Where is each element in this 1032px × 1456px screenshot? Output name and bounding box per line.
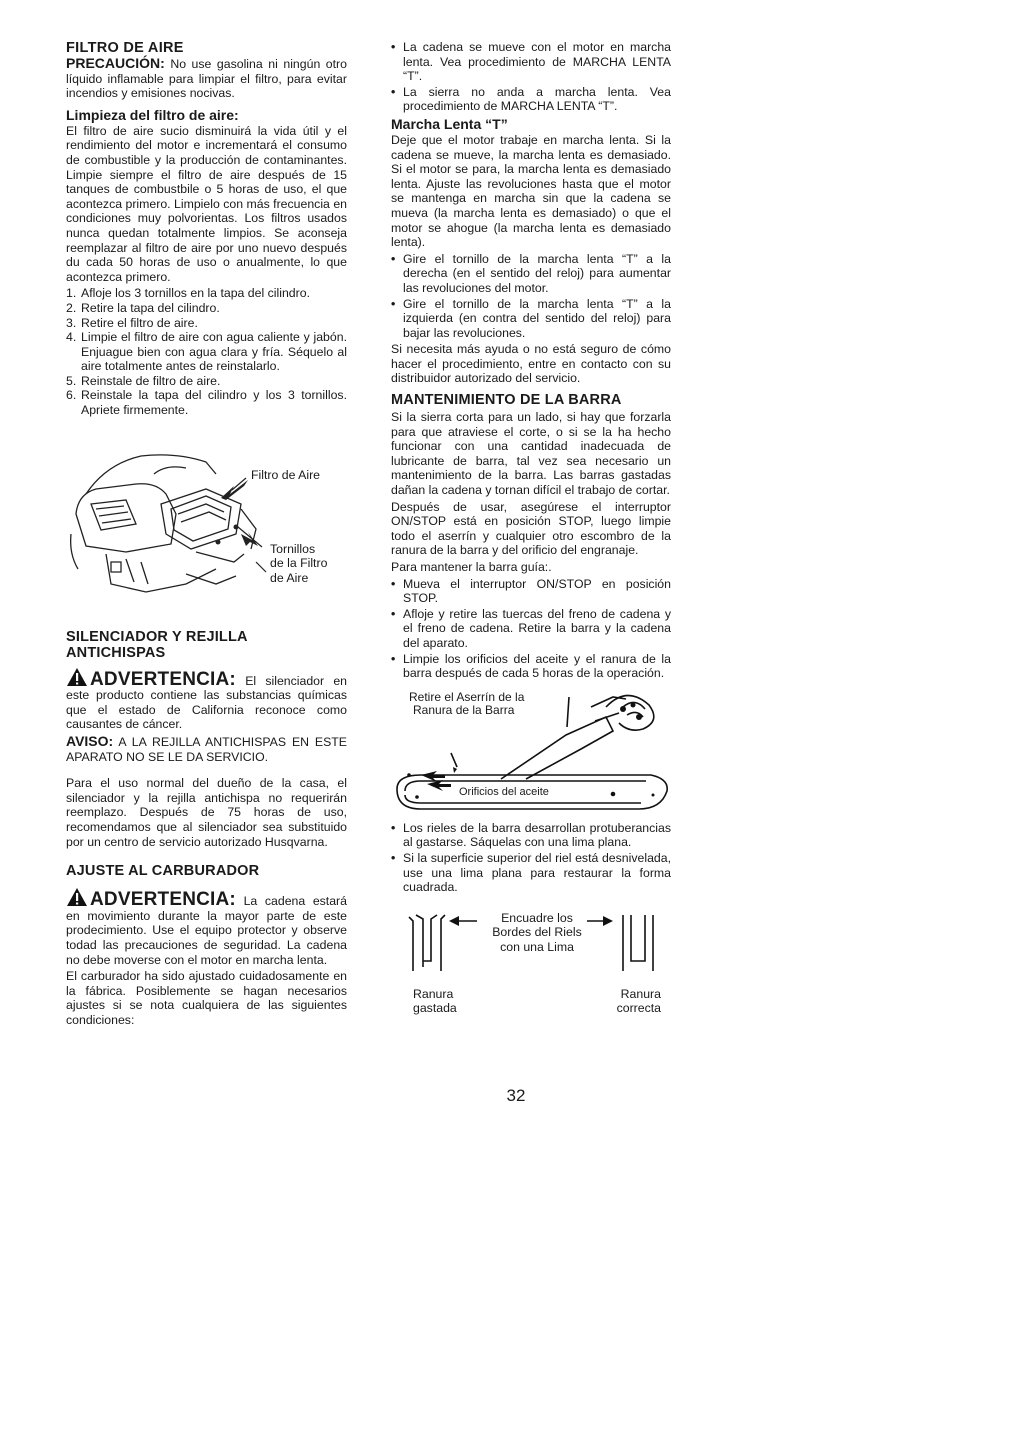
advertencia-1: ADVERTENCIA: El silenciador en este producto contiene las substancias químicas que el estado de California reconoce como causantes de cáncer. (66, 668, 347, 732)
barra-text-2: Después de usar, asegúrese el interruptor ON/STOP está en posición STOP, luego limpie todo el aserrín y cualquier otro escombro de la ranura de la barra y del orificio del engranaje. (391, 499, 671, 558)
barra-title: MANTENIMIENTO DE LA BARRA (391, 392, 622, 409)
marcha-text: Deje que el motor trabaje en marcha lenta. Si la cadena se mueve, la marcha lenta es demasiado. Si el motor se para, la marcha lenta es demasiado lenta. Ajuste las revoluciones hasta que el motor se mantenga en marcha sin que la cadena se mueva (la marcha lenta es demasiado) o que el motor se ahogue (la marcha lenta es demasiado lenta). (391, 132, 671, 250)
list-item: • Si la superficie superior del riel está desnivelada, use una lima plana para restaurar la forma cuadrada. (391, 850, 671, 895)
page-number: 32 (506, 1086, 526, 1105)
marcha-bullets (391, 252, 671, 341)
carburador-text: El carburador ha sido ajustado cuidadosamente en la fábrica. Posiblemente se hagan necesarios ajustes si se nota cualquiera de las siguientes condiciones: (66, 969, 347, 1027)
rail-bullets (391, 821, 671, 895)
oil-holes-label: Orificios del aceite (459, 785, 549, 798)
list-item: 5. Reinstale de filtro de aire. (66, 373, 221, 388)
filtro-title: FILTRO DE AIRE (66, 40, 184, 56)
rail-center-label: Encuadre los Bordes del Riels con una Lima (492, 910, 582, 954)
list-item: 6. Reinstale la tapa del cilindro y los 3 tornillos. Apriete firmemente. (66, 388, 347, 418)
barra-bullets (391, 577, 671, 681)
list-item: • Mueva el interruptor ON/STOP en posición STOP. (391, 576, 671, 606)
marcha-help: Si necesita más ayuda o no está seguro de cómo hacer el procedimiento, entre en contacto con su distribuidor autorizado del servicio. (391, 342, 671, 386)
carburador-title: AJUSTE AL CARBURADOR (66, 863, 260, 880)
precaucion-paragraph (66, 56, 347, 101)
list-item: • Los rieles de la barra desarrollan protuberancias al gastarse. Sáquelas con una lima plana. (391, 820, 671, 850)
list-item: 1. Afloje los 3 tornillos en la tapa del cilindro. (66, 286, 310, 301)
list-item: 3. Retire el filtro de aire. (66, 315, 198, 330)
barra-text-1: Si la sierra corta para un lado, si hay que forzarla para que atraviese el corte, o si se la ha hecho funcionar con una cantidad inadecuada de lubricante de barra, tal vez sea necesario un mantenimiento de la barra. Las barras gastadas dañan la cadena y tornan difícil el trabajo de cortar. (391, 410, 671, 498)
correct-groove-label: Ranura correcta (616, 986, 661, 1016)
list-item: • Afloje y retire las tuercas del freno de cadena y el freno de cadena. Retire la barra y la cadena del aparato. (391, 606, 671, 650)
cleaning-steps (66, 286, 347, 417)
advertencia-2: ADVERTENCIA: La cadena estará en movimiento durante la mayor parte de este prodecimiento. Use el equipo protector y observe todad las precauciones de seguridad. La cadena no debe moverse con el motor en marcha lenta. (66, 889, 347, 967)
filter-label: Filtro de Aire (251, 467, 321, 482)
bar-cleaning-label: Retire el Aserrín de la Ranura de la Barra (409, 689, 525, 718)
list-item: • La sierra no anda a marcha lenta. Vea procedimiento de MARCHA LENTA “T”. (391, 84, 671, 114)
silenciador-text: Para el uso normal del dueño de la casa, el silenciador y la rejilla antichispa no requerirán reemplazo. Después de 75 horas de uso, recomendamos que al silenciador sea substituido por un centro de servicio autorizado Husqvarna. (66, 776, 347, 849)
worn-groove-label: Ranura gastada (413, 986, 457, 1016)
rail-groove-figure (391, 909, 671, 1019)
list-item: 4. Limpie el filtro de aire con agua caliente y jabón. Enjuague bien con agua clara y fría. Séquelo al aire totalmente antes de reinstalarlo. (66, 330, 347, 374)
air-filter-figure (66, 434, 347, 609)
marcha-title: Marcha Lenta “T” (391, 115, 508, 132)
limpieza-text: El filtro de aire sucio disminuirá la vida útil y el rendimiento del motor e incrementará el consumo de combustible y la producción de contaminantes. Limpie siempre el filtro de aire después de 15 tanques de combustbile o 5 horas de uso, el que acontezca primero. Limpielo con más frecuencia en condiciones muy polvorientas. Los filtros usados nunca quedan totalmente limpios. Se aconseja reemplazar al filtro de aire por uno nuevo después du cada 50 horas de uso o anualmente, lo que acontezca primero. (66, 123, 347, 284)
screws-label: Tornillos de la Filtro de Aire (270, 541, 328, 585)
precaucion-text: No use gasolina ni ningún otro líquido inflamable para limpiar el filtro, para evitar incendios y emisiones nocivas. (66, 57, 347, 101)
left-column (66, 40, 347, 1030)
silenciador-title: SILENCIADOR Y REJILLA ANTICHISPAS (66, 628, 248, 661)
warning-icon (66, 667, 88, 687)
barra-text-3: Para mantener la barra guía:. (391, 560, 552, 574)
bar-cleaning-figure (391, 687, 671, 815)
carburetor-conditions (391, 40, 671, 114)
list-item: • Limpie los orificios del aceite y el ranura de la barra después de cada 5 horas de la operación. (391, 651, 671, 681)
warning-icon (66, 887, 88, 907)
list-item: • Gire el tornillo de la marcha lenta “T” a la derecha (en el sentido del reloj) para aumentar las revoluciones del motor. (391, 251, 671, 295)
list-item: • La cadena se mueve con el motor en marcha lenta. Vea procedimiento de MARCHA LENTA “T”. (391, 40, 671, 84)
right-column (391, 40, 671, 1019)
precaucion-label: PRECAUCIÓN: (66, 55, 165, 71)
list-item: 2. Retire la tapa del cilindro. (66, 300, 220, 315)
aviso: AVISO: A LA REJILLA ANTICHISPAS EN ESTE APARATO NO SE LE DA SERVICIO. (66, 733, 347, 764)
list-item: • Gire el tornillo de la marcha lenta “T” a la izquierda (en contra del sentido del reloj) para bajar las revoluciones. (391, 296, 671, 340)
limpieza-title: Limpieza del filtro de aire: (66, 106, 239, 123)
